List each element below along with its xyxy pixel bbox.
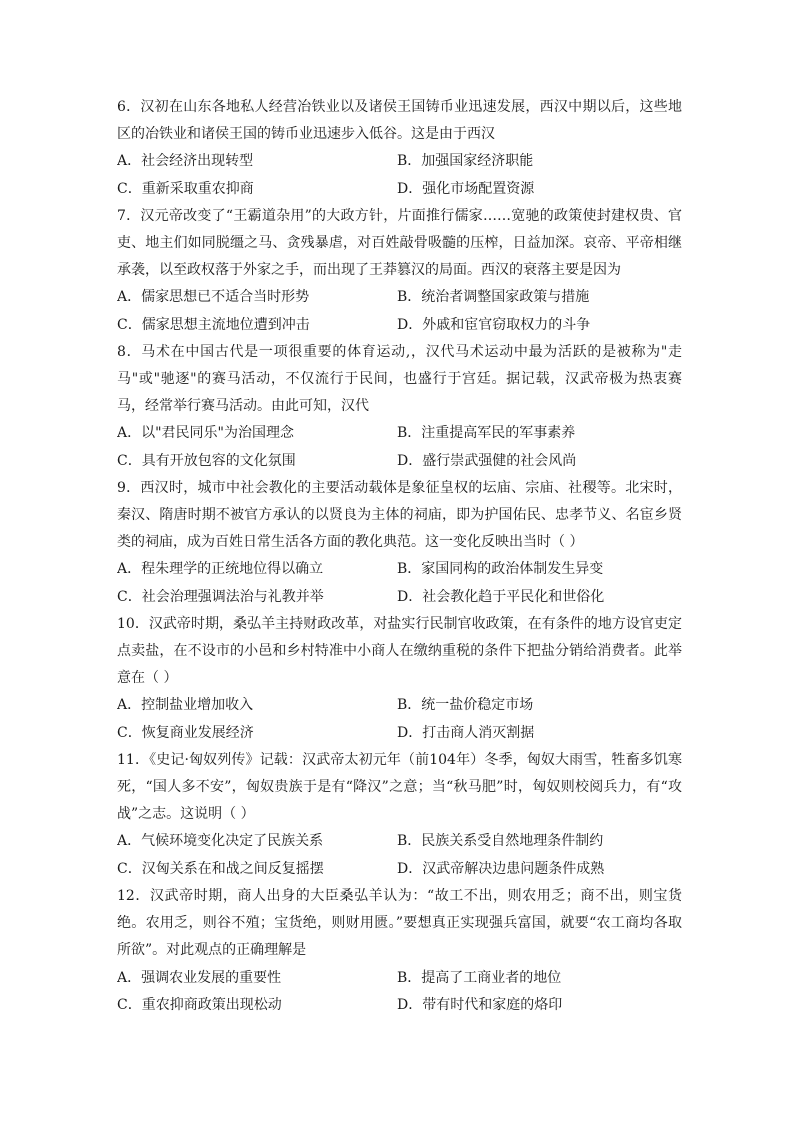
- question-stem: 10．汉武帝时期，桑弘羊主持财政改革，对盐实行民制官收政策，在有条件的地方设官吏定点卖盐，在不设市的小邑和乡村特准中小商人在缴纳重税的条件下把盐分销给消费者。此举意在（ ）: [117, 615, 682, 687]
- option-b: B．提高了工商业者的地位: [397, 969, 562, 986]
- option-d: D．打击商人消灭割据: [397, 724, 535, 741]
- option-b: B．加强国家经济职能: [397, 153, 534, 170]
- option-b: B．统一盐价稳定市场: [397, 697, 534, 714]
- option-a: A．社会经济出现转型: [117, 153, 254, 170]
- question-stem: 6．汉初在山东各地私人经营冶铁业以及诸侯王国铸币业迅速发展，西汉中期以后，这些地区的冶铁业和诸侯王国的铸币业迅速步入低谷。这是由于西汉: [117, 99, 682, 143]
- option-b: B．家国同构的政治体制发生异变: [397, 561, 604, 578]
- option-grid: [117, 556, 682, 610]
- option-d: D．强化市场配置资源: [397, 180, 535, 197]
- option-grid: [117, 692, 682, 746]
- option-c: C．重农抑商政策出现松动: [117, 996, 282, 1013]
- question-stem: 8．马术在中国古代是一项很重要的体育运动,，汉代马术运动中最为活跃的是被称为"走马"或"驰逐"的赛马活动，不仅流行于民间，也盛行于宫廷。据记载，汉武帝极为热衷赛马，经常举行赛马活动。由此可知，汉代: [117, 343, 682, 415]
- option-d: D．汉武帝解决边患问题条件成熟: [397, 860, 605, 877]
- option-d: D．带有时代和家庭的烙印: [397, 996, 563, 1013]
- option-b: B．民族关系受自然地理条件制约: [397, 833, 604, 850]
- question-stem: 7．汉元帝改变了“王霸道杂用”的大政方针，片面推行儒家……宽驰的政策使封建权贵、官吏、地主们如同脱缰之马、贪残暴虐，对百姓敲骨吸髓的压榨，日益加深。哀帝、平帝相继承袭，以至政权落于外家之手，而出现了王莽篡汉的局面。西汉的衰落主要是因为: [117, 207, 682, 279]
- question-8: [117, 339, 682, 475]
- option-a: A．程朱理学的正统地位得以确立: [117, 561, 324, 578]
- option-d: D．外戚和宦官窃取权力的斗争: [397, 316, 591, 333]
- option-grid: [117, 420, 682, 474]
- question-6: [117, 94, 682, 203]
- option-d: D．盛行崇武强健的社会风尚: [397, 452, 577, 469]
- option-a: A．儒家思想已不适合当时形势: [117, 289, 310, 306]
- option-c: C．恢复商业发展经济: [117, 724, 254, 741]
- option-b: B．统治者调整国家政策与措施: [397, 289, 590, 306]
- option-c: C．儒家思想主流地位遭到冲击: [117, 316, 310, 333]
- question-stem: 12．汉武帝时期，商人出身的大臣桑弘羊认为：“故工不出，则农用乏；商不出，则宝货绝。农用乏，则谷不殖；宝货绝，则财用匮。”要想真正实现强兵富国，就要“农工商均各取所欲”。对此观点的正确理解是: [117, 887, 682, 959]
- question-7: [117, 203, 682, 339]
- question-11: [117, 747, 682, 883]
- option-grid: [117, 965, 682, 1019]
- option-grid: [117, 148, 682, 202]
- question-9: [117, 475, 682, 611]
- question-10: [117, 611, 682, 747]
- option-b: B．注重提高军民的军事素养: [397, 425, 576, 442]
- option-d: D．社会教化趋于平民化和世俗化: [397, 588, 605, 605]
- option-a: A．强调农业发展的重要性: [117, 969, 282, 986]
- option-a: A．控制盐业增加收入: [117, 697, 254, 714]
- option-grid: [117, 284, 682, 338]
- question-12: [117, 883, 682, 1019]
- option-a: A．气候环境变化决定了民族关系: [117, 833, 324, 850]
- option-c: C．社会治理强调法治与礼教并举: [117, 588, 324, 605]
- option-c: C．具有开放包容的文化氛围: [117, 452, 296, 469]
- question-stem: 11．《史记·匈奴列传》记载：汉武帝太初元年（前104年）冬季，匈奴大雨雪，牲畜多饥寒死，“国人多不安”，匈奴贵族于是有“降汉”之意；当“秋马肥”时，匈奴则校阅兵力，有“攻战”之志。这说明（ ）: [117, 751, 682, 823]
- option-c: C．重新采取重农抑商: [117, 180, 254, 197]
- question-stem: 9．西汉时，城市中社会教化的主要活动载体是象征皇权的坛庙、宗庙、社稷等。北宋时，秦汉、隋唐时期不被官方承认的以贤良为主体的祠庙，即为护国佑民、忠孝节义、名宦乡贤类的祠庙，成为百姓日常生活各方面的教化典范。这一变化反映出当时（ ）: [117, 479, 682, 551]
- option-c: C．汉匈关系在和战之间反复摇摆: [117, 860, 324, 877]
- option-a: A．以"君民同乐"为治国理念: [117, 425, 294, 442]
- option-grid: [117, 828, 682, 882]
- exam-page: [117, 94, 682, 1019]
